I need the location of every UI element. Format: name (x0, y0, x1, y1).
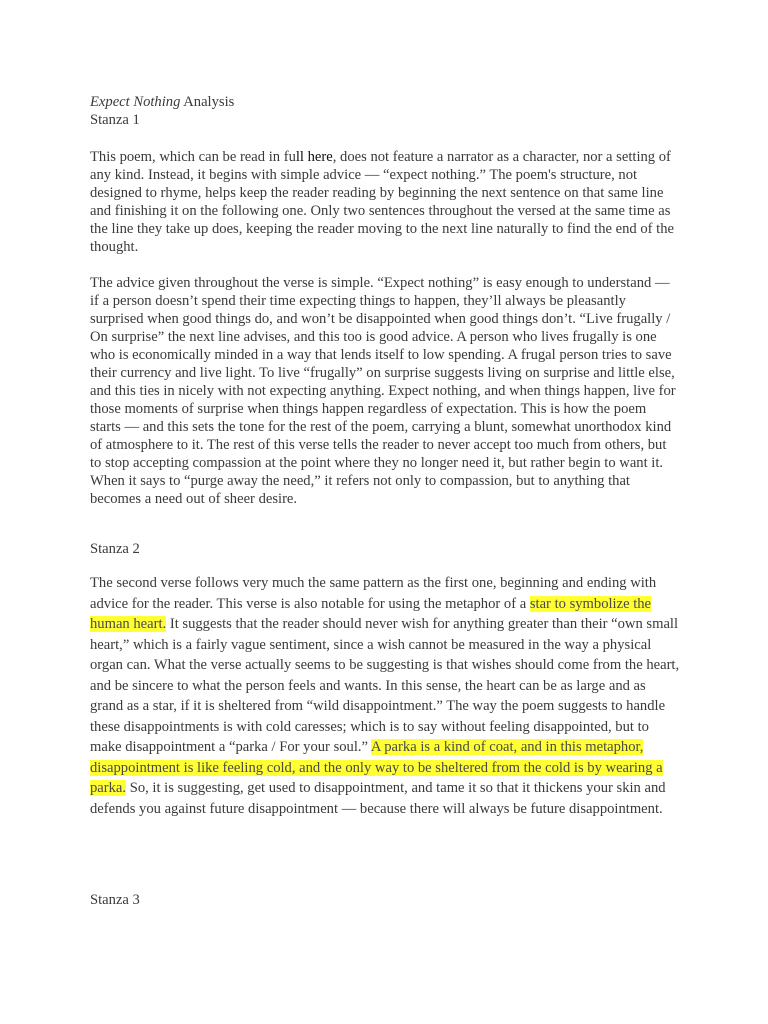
stanza-1-paragraph-2: The advice given throughout the verse is simple. “Expect nothing” is easy enough to understand — if a person doesn’t spend their time expecting things to happen, they’ll always be pleasantly surprised when good things do, and won’t be disappointed when good things don’t. “Live frugally / On surprise” the next line advises, and this too is good advice. A person who lives frugally is one who is economically minded in a way that lends itself to low spending. A frugal person tries to save their currency and live light. To live “frugally” on surprise suggests living on surprise and little else, and this ties in nicely with not expecting anything. Expect nothing, and when things happen, live for those moments of surprise when things happen regardless of expectation. This is how the poem starts — and this sets the tone for the rest of the poem, carrying a blunt, somewhat unorthodox kind of atmosphere to it. The rest of this verse tells the reader to never accept too much from others, but to stop accepting compassion at the point where they no longer need it, but rather begin to want it. When it says to “purge away the need,” it refers not only to compassion, but to anything that becomes a need out of sheer desire. (90, 275, 676, 507)
stanza-3-heading: Stanza 3 (90, 892, 140, 908)
stanza-2-paragraph-1 (90, 573, 680, 819)
paragraph-text: , does not feature a narrator as a character, nor a setting of any kind. Instead, it begins with simple advice — “expect nothing.” The poem's structure, not designed to rhyme, helps keep the reader reading by beginning the next sentence on that same line and finishing it on the following one. Only two sentences throughout the versed at the same time as the line they take up does, keeping the reader moving to the next line naturally to find the end of the thought. (90, 149, 674, 255)
paragraph-text: The second verse follows very much the same pattern as the first one, beginning and ending with advice for the reader. This verse is also notable for using the metaphor of a (90, 575, 657, 612)
paragraph-text: This poem, which can be read in fu (90, 149, 296, 165)
stanza-1-paragraph-1 (90, 148, 680, 256)
highlighted-text: A parka is a kind of coat, and in this metaphor, disappointment is like feeling cold, and the only way to be sheltered from the cold is by wearing a parka. (90, 739, 663, 796)
paragraph-text: It suggests that the reader should never wish for anything greater than their “own small heart,” which is a fairly vague sentiment, since a wish cannot be measured in the way a physical organ can. What the verse actually seems to be suggesting is that wishes should come from the heart, and be sincere to what the person feels and wants. In this sense, the heart can be as large and as grand as a star, if it is sheltered from “wild disappointment.” The way the poem suggests to handle these disappointments is with cold caresses; which is to say without feeling disappointed, but to make disappointment a “parka / For your soul.” (90, 616, 680, 755)
stanza-2-heading: Stanza 2 (90, 541, 140, 557)
stanza-1-heading: Stanza 1 (90, 112, 140, 128)
title-rest: Analysis (180, 94, 235, 110)
document-body (90, 93, 680, 909)
title-italic: Expect Nothing (90, 94, 181, 110)
highlighted-text: star to symbolize the human heart. (90, 595, 652, 632)
document-title (90, 93, 680, 111)
paragraph-text: So, it is suggesting, get used to disappointment, and tame it so that it thickens your skin and defends you against future disappointment — because there will always be future disappointment. (90, 780, 666, 817)
poem-link[interactable]: ll here (295, 149, 333, 165)
